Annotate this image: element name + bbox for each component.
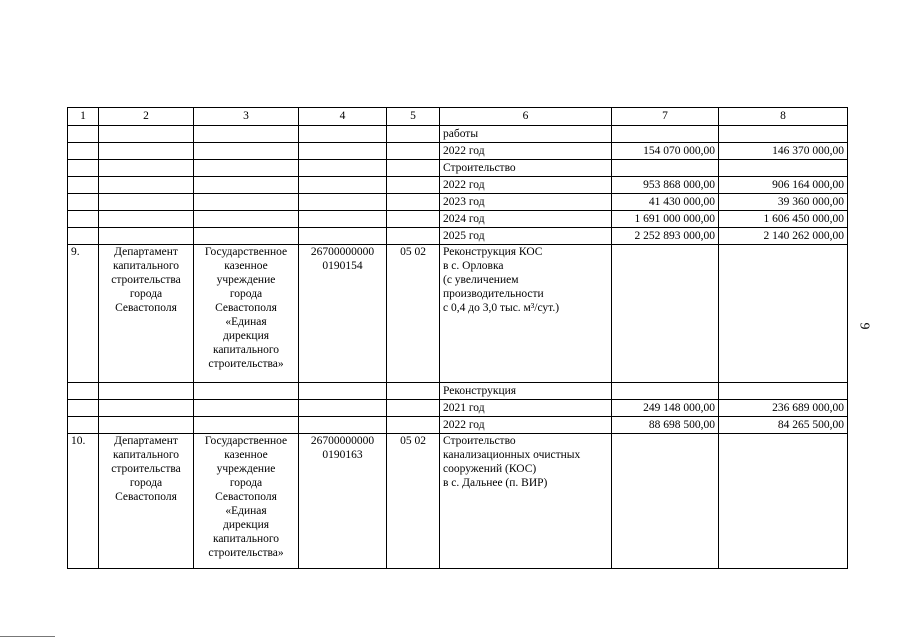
table-row-item-9 [68, 245, 848, 383]
header-cell: 8 [719, 108, 848, 126]
amount-cell [612, 383, 719, 400]
table-row [68, 177, 848, 194]
budget-table [67, 107, 848, 569]
amount-cell: 146 370 000,00 [719, 143, 848, 160]
table-row [68, 194, 848, 211]
table-row [68, 160, 848, 177]
amount-cell: 84 265 500,00 [719, 417, 848, 434]
description-cell: 2022 год [440, 143, 612, 160]
amount-cell: 1 606 450 000,00 [719, 211, 848, 228]
description-cell: работы [440, 126, 612, 143]
amount-cell [612, 126, 719, 143]
header-cell: 6 [440, 108, 612, 126]
section-cell: 05 02 [387, 245, 440, 383]
item-number: 10. [68, 434, 99, 569]
header-cell: 3 [194, 108, 299, 126]
scan-artifact-line [0, 636, 55, 637]
header-row [68, 108, 848, 126]
department-cell: Департамент капитального строительства города Севастополя [99, 434, 194, 569]
project-description: Реконструкция КОС в с. Орловка (с увеличением производительности с 0,4 до 3,0 тыс. м³/сут.) [440, 245, 612, 383]
header-cell: 7 [612, 108, 719, 126]
description-cell: Строительство [440, 160, 612, 177]
description-cell: Реконструкция [440, 383, 612, 400]
description-cell: 2024 год [440, 211, 612, 228]
table-row [68, 383, 848, 400]
amount-cell: 2 140 262 000,00 [719, 228, 848, 245]
header-cell: 4 [299, 108, 387, 126]
amount-cell: 2 252 893 000,00 [612, 228, 719, 245]
amount-cell: 154 070 000,00 [612, 143, 719, 160]
amount-cell [612, 160, 719, 177]
description-cell: 2022 год [440, 177, 612, 194]
header-cell: 2 [99, 108, 194, 126]
header-cell: 1 [68, 108, 99, 126]
table-row [68, 211, 848, 228]
amount-cell: 249 148 000,00 [612, 400, 719, 417]
header-cell: 5 [387, 108, 440, 126]
table-row [68, 126, 848, 143]
budget-code-cell: 26700000000 0190154 [299, 245, 387, 383]
table-row-item-10 [68, 434, 848, 569]
amount-cell: 88 698 500,00 [612, 417, 719, 434]
table-row [68, 228, 848, 245]
amount-cell: 1 691 000 000,00 [612, 211, 719, 228]
amount-cell [719, 126, 848, 143]
organization-cell: Государственное казенное учреждение города Севастополя «Единая дирекция капитального строительства» [194, 245, 299, 383]
organization-cell: Государственное казенное учреждение города Севастополя «Единая дирекция капитального строительства» [194, 434, 299, 569]
budget-code-cell: 26700000000 0190163 [299, 434, 387, 569]
description-cell: 2021 год [440, 400, 612, 417]
amount-cell: 39 360 000,00 [719, 194, 848, 211]
description-cell: 2022 год [440, 417, 612, 434]
amount-cell: 41 430 000,00 [612, 194, 719, 211]
description-cell: 2023 год [440, 194, 612, 211]
project-description: Строительство канализационных очистных сооружений (КОС) в с. Дальнее (п. ВИР) [440, 434, 612, 569]
amount-cell: 953 868 000,00 [612, 177, 719, 194]
table-row [68, 143, 848, 160]
section-cell: 05 02 [387, 434, 440, 569]
department-cell: Департамент капитального строительства города Севастополя [99, 245, 194, 383]
amount-cell: 906 164 000,00 [719, 177, 848, 194]
table-row [68, 417, 848, 434]
item-number: 9. [68, 245, 99, 383]
amount-cell: 236 689 000,00 [719, 400, 848, 417]
amount-cell [719, 383, 848, 400]
table-row [68, 400, 848, 417]
page-number: 9 [856, 322, 872, 330]
amount-cell [719, 160, 848, 177]
description-cell: 2025 год [440, 228, 612, 245]
